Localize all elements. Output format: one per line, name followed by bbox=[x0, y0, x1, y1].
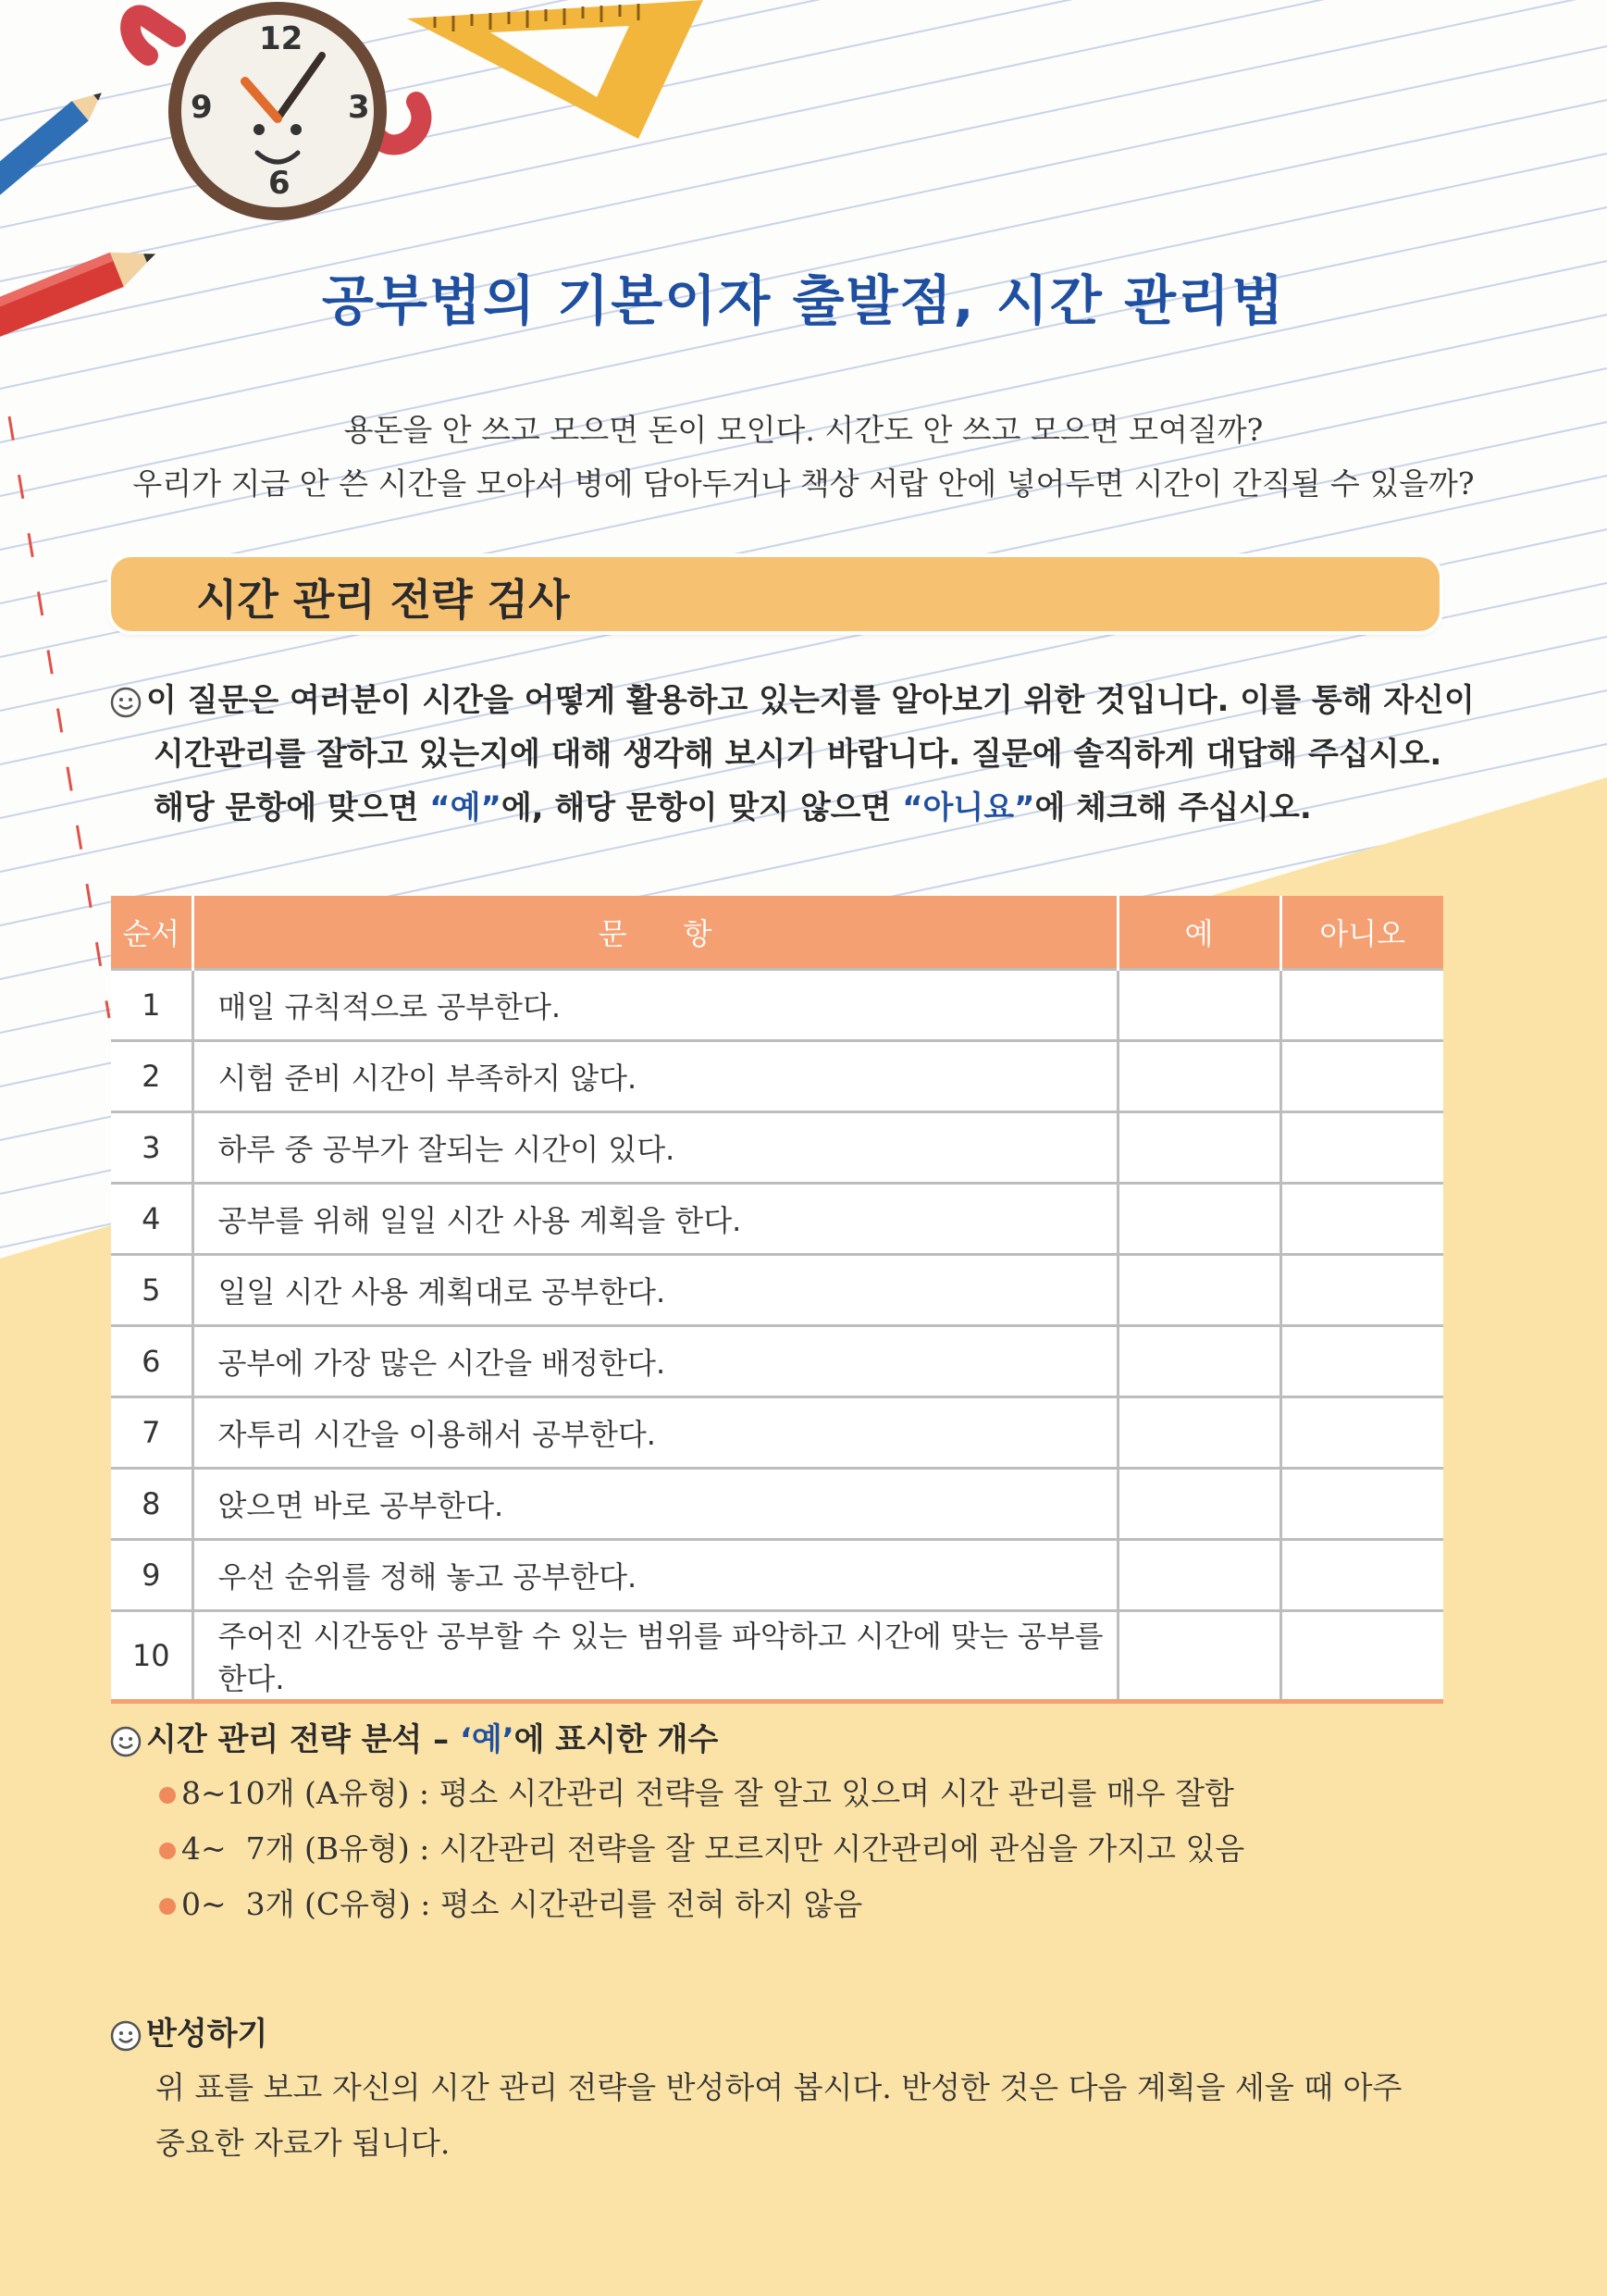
row-question: 시험 준비 시간이 부족하지 않다. bbox=[192, 1041, 1118, 1112]
row-number: 5 bbox=[111, 1255, 192, 1326]
instruction-text: 에, 해당 문항이 맞지 않으면 bbox=[501, 789, 903, 826]
header-order: 순서 bbox=[111, 896, 192, 970]
clock-numeral-6: 6 bbox=[268, 165, 290, 202]
row-number: 9 bbox=[111, 1540, 192, 1611]
instruction-no: “아니요” bbox=[902, 789, 1035, 826]
no-checkbox-cell[interactable] bbox=[1280, 1041, 1443, 1112]
analysis-item-text: 4~ 7개 (B유형) : 시간관리 전략을 잘 모르지만 시간관리에 관심을 가지고 있음 bbox=[181, 1831, 1245, 1867]
row-question: 하루 중 공부가 잘되는 시간이 있다. bbox=[192, 1112, 1118, 1184]
no-checkbox-cell[interactable] bbox=[1280, 1611, 1443, 1702]
survey-table bbox=[111, 896, 1443, 1704]
no-checkbox-cell[interactable] bbox=[1280, 1469, 1443, 1540]
header-item: 문 항 bbox=[192, 896, 1118, 970]
intro-line-2: 우리가 지금 안 쓴 시간을 모아서 병에 담아두거나 책상 서랍 안에 넣어두면 시간이 간직될 수 있을까? bbox=[132, 465, 1475, 502]
reflection-section bbox=[109, 2008, 1460, 2171]
yes-checkbox-cell[interactable] bbox=[1118, 1184, 1280, 1255]
yes-checkbox-cell[interactable] bbox=[1118, 1611, 1280, 1702]
analysis-section bbox=[109, 1714, 1460, 1932]
no-checkbox-cell[interactable] bbox=[1280, 1540, 1443, 1611]
analysis-heading-text: 시간 관리 전략 분석 – bbox=[146, 1721, 460, 1758]
analysis-item-text: 0~ 3개 (C유형) : 평소 시간관리를 전혀 하지 않음 bbox=[181, 1886, 863, 1922]
yes-checkbox-cell[interactable] bbox=[1118, 1255, 1280, 1326]
row-number: 2 bbox=[111, 1041, 192, 1112]
row-number: 7 bbox=[111, 1397, 192, 1469]
instruction-line-3 bbox=[109, 781, 1451, 835]
yes-checkbox-cell[interactable] bbox=[1118, 1112, 1280, 1184]
table-row bbox=[111, 970, 1443, 1041]
row-number: 8 bbox=[111, 1469, 192, 1540]
smiley-icon bbox=[109, 686, 142, 719]
instruction-text: 해당 문항에 맞으면 bbox=[154, 789, 430, 826]
instruction-line-2: 시간관리를 잘하고 있는지에 대해 생각해 보시기 바랍니다. 질문에 솔직하게 대답해 주십시오. bbox=[154, 736, 1442, 773]
decoration-ruler bbox=[407, 0, 759, 157]
yes-checkbox-cell[interactable] bbox=[1118, 1469, 1280, 1540]
yes-checkbox-cell[interactable] bbox=[1118, 970, 1280, 1041]
reflection-line-2: 중요한 자료가 됩니다. bbox=[155, 2125, 451, 2161]
header-yes: 예 bbox=[1118, 896, 1280, 970]
analysis-item-text: 8~10개 (A유형) : 평소 시간관리 전략을 잘 알고 있으며 시간 관리를 매우 잘함 bbox=[181, 1775, 1234, 1811]
bullet-dot-icon bbox=[159, 1843, 176, 1859]
bullet-dot-icon bbox=[159, 1898, 176, 1915]
smiley-icon bbox=[109, 1725, 142, 1758]
no-checkbox-cell[interactable] bbox=[1280, 1112, 1443, 1184]
smiley-icon bbox=[109, 2019, 142, 2053]
table-row bbox=[111, 1184, 1443, 1255]
intro-line-1: 용돈을 안 쓰고 모으면 돈이 모인다. 시간도 안 쓰고 모으면 모여질까? bbox=[343, 412, 1264, 448]
clock-numeral-9: 9 bbox=[191, 89, 213, 126]
row-question: 자투리 시간을 이용해서 공부한다. bbox=[192, 1397, 1118, 1469]
row-number: 3 bbox=[111, 1112, 192, 1184]
yes-checkbox-cell[interactable] bbox=[1118, 1326, 1280, 1397]
no-checkbox-cell[interactable] bbox=[1280, 1397, 1443, 1469]
row-question: 공부를 위해 일일 시간 사용 계획을 한다. bbox=[192, 1184, 1118, 1255]
section-title: 시간 관리 전략 검사 bbox=[196, 575, 570, 625]
clock-illustration bbox=[111, 0, 444, 250]
no-checkbox-cell[interactable] bbox=[1280, 970, 1443, 1041]
reflection-heading bbox=[109, 2008, 1460, 2060]
intro-text bbox=[0, 403, 1607, 511]
row-number: 6 bbox=[111, 1326, 192, 1397]
table-row bbox=[111, 1611, 1443, 1702]
analysis-item-a bbox=[109, 1766, 1460, 1821]
row-question: 주어진 시간동안 공부할 수 있는 범위를 파악하고 시간에 맞는 공부를 한다. bbox=[192, 1611, 1118, 1702]
reflection-heading-text: 반성하기 bbox=[146, 2016, 268, 2053]
row-question: 일일 시간 사용 계획대로 공부한다. bbox=[192, 1255, 1118, 1326]
page-title: 공부법의 기본이자 출발점, 시간 관리법 bbox=[321, 269, 1286, 332]
row-number: 10 bbox=[111, 1611, 192, 1702]
row-question: 공부에 가장 많은 시간을 배정한다. bbox=[192, 1326, 1118, 1397]
row-number: 4 bbox=[111, 1184, 192, 1255]
analysis-heading-text: 에 표시한 개수 bbox=[513, 1721, 719, 1758]
yes-checkbox-cell[interactable] bbox=[1118, 1041, 1280, 1112]
clock-numeral-3: 3 bbox=[348, 89, 370, 126]
instruction-text: 에 체크해 주십시오. bbox=[1034, 789, 1312, 826]
header-no: 아니오 bbox=[1280, 896, 1443, 970]
reflection-body bbox=[109, 2060, 1460, 2171]
table-row bbox=[111, 1326, 1443, 1397]
table-row bbox=[111, 1041, 1443, 1112]
analysis-heading bbox=[109, 1714, 1460, 1766]
reflection-line-1: 위 표를 보고 자신의 시간 관리 전략을 반성하여 봅시다. 반성한 것은 다음 계획을 세울 때 아주 bbox=[155, 2069, 1403, 2105]
analysis-item-b bbox=[109, 1821, 1460, 1877]
table-row bbox=[111, 1255, 1443, 1326]
table-row bbox=[111, 1397, 1443, 1469]
no-checkbox-cell[interactable] bbox=[1280, 1326, 1443, 1397]
row-question: 우선 순위를 정해 놓고 공부한다. bbox=[192, 1540, 1118, 1611]
table-header-row bbox=[111, 896, 1443, 970]
row-number: 1 bbox=[111, 970, 192, 1041]
analysis-heading-yes: ‘예’ bbox=[459, 1721, 514, 1758]
table-row bbox=[111, 1540, 1443, 1611]
row-question: 앉으면 바로 공부한다. bbox=[192, 1469, 1118, 1540]
no-checkbox-cell[interactable] bbox=[1280, 1184, 1443, 1255]
clock-numeral-12: 12 bbox=[259, 20, 303, 57]
yes-checkbox-cell[interactable] bbox=[1118, 1540, 1280, 1611]
bullet-dot-icon bbox=[159, 1787, 176, 1804]
instruction-line-1: 이 질문은 여러분이 시간을 어떻게 활용하고 있는지를 알아보기 위한 것입니다. 이를 통해 자신이 bbox=[146, 682, 1475, 719]
analysis-item-c bbox=[109, 1877, 1460, 1932]
table-row bbox=[111, 1112, 1443, 1184]
row-question: 매일 규칙적으로 공부한다. bbox=[192, 970, 1118, 1041]
table-row bbox=[111, 1469, 1443, 1540]
no-checkbox-cell[interactable] bbox=[1280, 1255, 1443, 1326]
section-header-bar bbox=[111, 557, 1440, 631]
instruction-yes: “예” bbox=[429, 789, 501, 826]
instructions bbox=[109, 674, 1475, 835]
yes-checkbox-cell[interactable] bbox=[1118, 1397, 1280, 1469]
